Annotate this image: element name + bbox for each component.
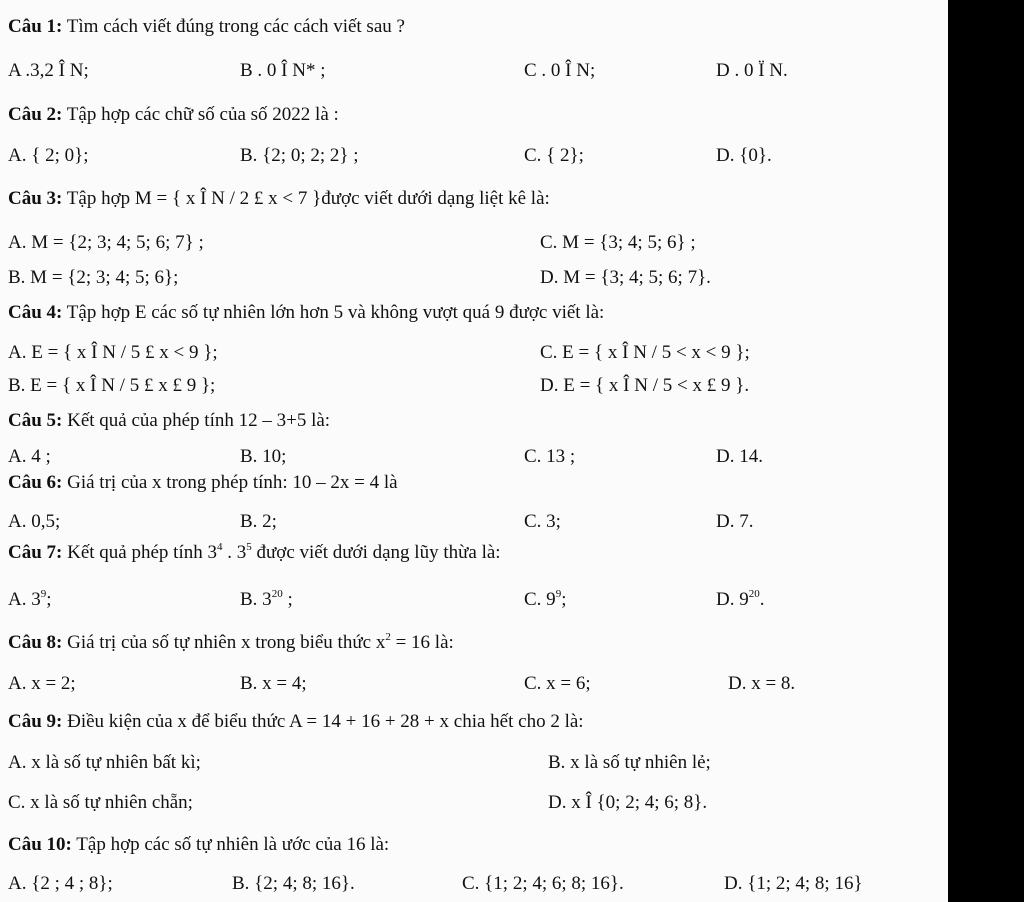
option-5c: C. 13 ; bbox=[524, 446, 576, 467]
question-text: Kết quả phép tính 3 bbox=[62, 542, 217, 563]
question-4 bbox=[8, 302, 604, 324]
option-end: ; bbox=[46, 589, 52, 610]
option-3a: A. M = {2; 3; 4; 5; 6; 7} ; bbox=[8, 232, 204, 253]
exponent: 4 bbox=[216, 541, 223, 553]
option-8a: A. x = 2; bbox=[8, 673, 76, 694]
option-end: ; bbox=[561, 589, 567, 610]
question-5 bbox=[8, 410, 330, 432]
option-2c: C. { 2}; bbox=[524, 145, 584, 166]
question-7 bbox=[8, 542, 501, 564]
question-text: Điều kiện của x để biểu thức A = 14 + 16 + 28 + x chia hết cho 2 là: bbox=[62, 711, 584, 732]
option-7d bbox=[716, 589, 764, 611]
question-text: Giá trị của số tự nhiên x trong biểu thức x bbox=[62, 632, 386, 653]
option-1b: B . 0 Î N* ; bbox=[240, 60, 326, 81]
option-9a: A. x là số tự nhiên bất kì; bbox=[8, 752, 201, 773]
question-8 bbox=[8, 632, 454, 654]
option-4b: B. E = { x Î N / 5 £ x £ 9 }; bbox=[8, 375, 216, 396]
question-text: Tập hợp các số tự nhiên là ước của 16 là: bbox=[71, 834, 390, 855]
question-text: Tập hợp các chữ số của số 2022 là : bbox=[62, 104, 339, 125]
question-1 bbox=[8, 16, 405, 38]
option-2d: D. {0}. bbox=[716, 145, 772, 166]
option-4d: D. E = { x Î N / 5 < x £ 9 }. bbox=[540, 375, 750, 396]
question-label: Câu 6: bbox=[8, 472, 63, 493]
option-1c: C . 0 Î N; bbox=[524, 60, 596, 81]
option-4a: A. E = { x Î N / 5 £ x < 9 }; bbox=[8, 342, 218, 363]
option-6c: C. 3; bbox=[524, 511, 561, 532]
option-5a: A. 4 ; bbox=[8, 446, 51, 467]
question-text: = 16 là: bbox=[390, 632, 454, 653]
option-6b: B. 2; bbox=[240, 511, 277, 532]
option-6a: A. 0,5; bbox=[8, 511, 61, 532]
question-10 bbox=[8, 834, 389, 856]
option-end: ; bbox=[282, 589, 293, 610]
option-base: B. 3 bbox=[240, 589, 272, 610]
option-10a: A. {2 ; 4 ; 8}; bbox=[8, 873, 113, 894]
exponent: 9 bbox=[40, 588, 47, 600]
option-2b: B. {2; 0; 2; 2} ; bbox=[240, 145, 359, 166]
option-7a bbox=[8, 589, 52, 611]
option-base: C. 9 bbox=[524, 589, 556, 610]
question-6 bbox=[8, 472, 398, 494]
question-9 bbox=[8, 711, 584, 733]
option-base: D. 9 bbox=[716, 589, 749, 610]
question-text: được viết dưới dạng lũy thừa là: bbox=[251, 542, 501, 563]
option-end: . bbox=[759, 589, 765, 610]
question-label: Câu 8: bbox=[8, 632, 63, 653]
exponent: 5 bbox=[246, 541, 252, 553]
question-text: Tập hợp E các số tự nhiên lớn hơn 5 và không vượt quá 9 được viết là: bbox=[62, 302, 605, 323]
exponent: 9 bbox=[555, 588, 562, 600]
option-4c: C. E = { x Î N / 5 < x < 9 }; bbox=[540, 342, 750, 363]
option-3b: B. M = {2; 3; 4; 5; 6}; bbox=[8, 267, 179, 288]
question-text: Giá trị của x trong phép tính: 10 – 2x = 4 là bbox=[62, 472, 398, 493]
option-1a: A .3,2 Î N; bbox=[8, 60, 89, 81]
option-base: A. 3 bbox=[8, 589, 41, 610]
option-9b: B. x là số tự nhiên lẻ; bbox=[548, 752, 711, 773]
option-5d: D. 14. bbox=[716, 446, 763, 467]
exponent: 20 bbox=[748, 588, 760, 600]
option-10b: B. {2; 4; 8; 16}. bbox=[232, 873, 355, 894]
question-label: Câu 7: bbox=[8, 542, 63, 563]
question-3 bbox=[8, 188, 550, 210]
question-label: Câu 2: bbox=[8, 104, 63, 125]
question-label: Câu 1: bbox=[8, 16, 63, 37]
option-10c: C. {1; 2; 4; 6; 8; 16}. bbox=[462, 873, 624, 894]
option-8d: D. x = 8. bbox=[728, 673, 796, 694]
question-label: Câu 3: bbox=[8, 188, 63, 209]
option-5b: B. 10; bbox=[240, 446, 287, 467]
question-text: Tập hợp M = { x Î N / 2 £ x < 7 }được viết dưới dạng liệt kê là: bbox=[62, 188, 550, 209]
option-10d: D. {1; 2; 4; 8; 16} bbox=[724, 873, 863, 894]
question-text: . 3 bbox=[222, 542, 247, 563]
question-text: Kết quả của phép tính 12 – 3+5 là: bbox=[62, 410, 331, 431]
scan-black-edge bbox=[948, 0, 1024, 902]
question-2 bbox=[8, 104, 339, 126]
option-8b: B. x = 4; bbox=[240, 673, 307, 694]
option-3c: C. M = {3; 4; 5; 6} ; bbox=[540, 232, 696, 253]
question-label: Câu 5: bbox=[8, 410, 63, 431]
option-6d: D. 7. bbox=[716, 511, 754, 532]
question-label: Câu 4: bbox=[8, 302, 63, 323]
option-2a: A. { 2; 0}; bbox=[8, 145, 89, 166]
exponent: 20 bbox=[271, 588, 283, 600]
option-7b bbox=[240, 589, 293, 611]
option-3d: D. M = {3; 4; 5; 6; 7}. bbox=[540, 267, 711, 288]
question-text: Tìm cách viết đúng trong các cách viết sau ? bbox=[62, 16, 405, 37]
question-label: Câu 10: bbox=[8, 834, 72, 855]
exponent: 2 bbox=[385, 631, 391, 643]
option-1d: D . 0 Ï N. bbox=[716, 60, 788, 81]
option-9c: C. x là số tự nhiên chẵn; bbox=[8, 792, 193, 813]
option-9d: D. x Î {0; 2; 4; 6; 8}. bbox=[548, 792, 708, 813]
option-7c bbox=[524, 589, 566, 611]
option-8c: C. x = 6; bbox=[524, 673, 591, 694]
question-label: Câu 9: bbox=[8, 711, 63, 732]
